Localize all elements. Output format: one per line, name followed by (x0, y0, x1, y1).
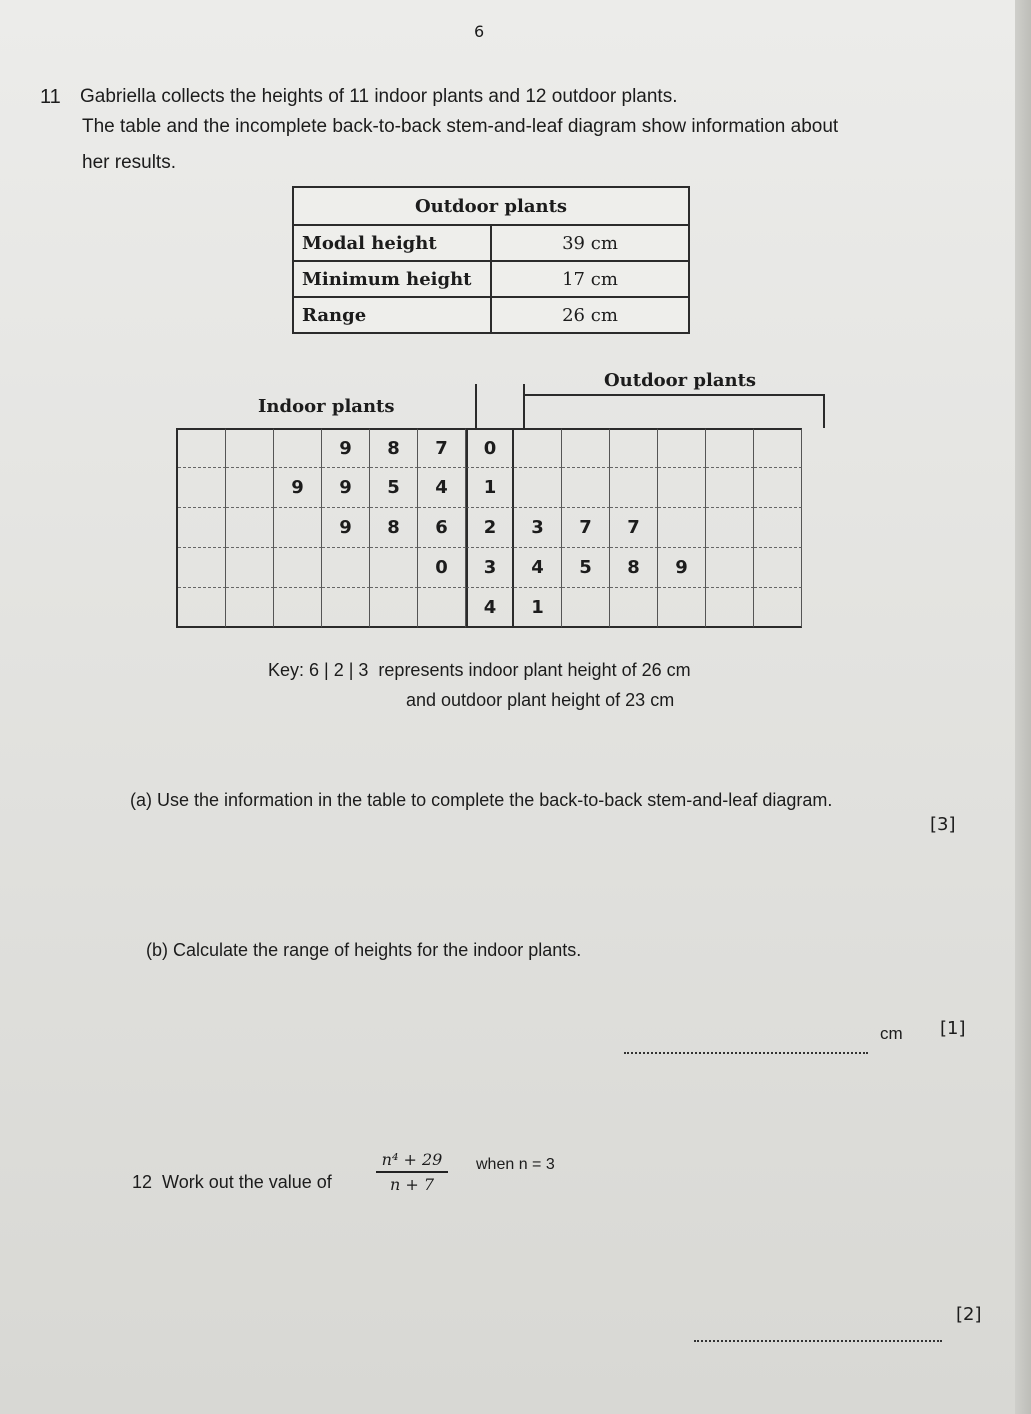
outdoor-leaf-cell[interactable] (706, 428, 754, 468)
stem-cell: 4 (466, 588, 514, 628)
outdoor-leaf-cell[interactable] (706, 588, 754, 628)
outdoor-leaf-cell[interactable]: 3 (514, 508, 562, 548)
stem-cell: 2 (466, 508, 514, 548)
info-label-modal: Modal height (293, 225, 491, 261)
outdoor-leaf-cell[interactable]: 9 (658, 548, 706, 588)
indoor-leaf-cell[interactable]: 5 (370, 468, 418, 508)
part-a-text: Use the information in the table to complete the back-to-back stem-and-leaf diagram. (157, 790, 833, 810)
indoor-leaf-cell[interactable] (274, 508, 322, 548)
stem-cell: 0 (466, 428, 514, 468)
key-description: represents indoor plant height of 26 cm (378, 660, 691, 680)
outdoor-leaf-cell[interactable] (706, 468, 754, 508)
key-label: Key: 6 | 2 | 3 (268, 660, 369, 680)
stem-cell: 3 (466, 548, 514, 588)
stem-leaf-row (178, 548, 802, 588)
part-b-text: Calculate the range of heights for the indoor plants. (173, 940, 582, 960)
stem-leaf-row (178, 588, 802, 628)
part-b (146, 940, 581, 961)
outdoor-leaf-cell[interactable] (658, 508, 706, 548)
indoor-leaf-cell[interactable] (370, 548, 418, 588)
part-a (130, 790, 832, 811)
indoor-leaf-cell[interactable]: 0 (418, 548, 466, 588)
page-number: 6 (474, 22, 485, 41)
key-line-1 (268, 660, 691, 681)
question-11-number: 11 (40, 86, 61, 108)
stem-and-leaf-diagram (176, 428, 802, 628)
indoor-leaf-cell[interactable]: 9 (322, 468, 370, 508)
outdoor-leaf-cell[interactable] (754, 508, 802, 548)
q12-answer-line[interactable] (694, 1340, 942, 1342)
indoor-leaf-cell[interactable] (274, 588, 322, 628)
stem-leaf-row (178, 508, 802, 548)
outdoor-leaf-cell[interactable]: 7 (610, 508, 658, 548)
key-line-2: and outdoor plant height of 23 cm (406, 690, 675, 710)
page-edge (1015, 0, 1031, 1414)
outdoor-leaf-cell[interactable] (754, 548, 802, 588)
info-table-title: Outdoor plants (293, 187, 689, 225)
outdoor-leaf-cell[interactable] (658, 588, 706, 628)
indoor-leaf-cell[interactable] (226, 548, 274, 588)
part-b-marks: [1] (940, 1018, 966, 1039)
outdoor-leaf-cell[interactable]: 7 (562, 508, 610, 548)
outdoor-leaf-cell[interactable] (562, 428, 610, 468)
outdoor-leaf-cell[interactable] (562, 588, 610, 628)
q12-condition: when n = 3 (476, 1156, 555, 1173)
outdoor-leaf-cell[interactable] (658, 468, 706, 508)
indoor-leaf-cell[interactable] (178, 508, 226, 548)
question-12 (132, 1172, 332, 1193)
outdoor-leaf-cell[interactable]: 1 (514, 588, 562, 628)
outdoor-leaf-cell[interactable] (658, 428, 706, 468)
part-b-label: (b) (146, 940, 168, 960)
question-12-number: 12 (132, 1172, 153, 1192)
outdoor-leaf-cell[interactable] (562, 468, 610, 508)
part-b-answer-line[interactable] (624, 1052, 868, 1054)
info-label-range: Range (293, 297, 491, 333)
indoor-leaf-cell[interactable] (226, 508, 274, 548)
outdoor-leaf-cell[interactable] (706, 548, 754, 588)
indoor-leaf-cell[interactable] (178, 428, 226, 468)
q11-intro-line-1: Gabriella collects the heights of 11 indoor plants and 12 outdoor plants. (80, 86, 678, 107)
fraction-numerator: n⁴ + 29 (376, 1150, 448, 1173)
indoor-leaf-cell[interactable]: 8 (370, 428, 418, 468)
part-a-marks: [3] (930, 814, 956, 835)
part-a-label: (a) (130, 790, 152, 810)
outdoor-leaf-cell[interactable] (754, 468, 802, 508)
outdoor-plants-title: Outdoor plants (604, 370, 757, 391)
indoor-leaf-cell[interactable] (370, 588, 418, 628)
stem-leaf-row (178, 428, 802, 468)
indoor-leaf-cell[interactable] (178, 468, 226, 508)
indoor-leaf-cell[interactable]: 4 (418, 468, 466, 508)
info-label-minimum: Minimum height (293, 261, 491, 297)
indoor-leaf-cell[interactable]: 6 (418, 508, 466, 548)
info-value-minimum: 17 cm (491, 261, 689, 297)
indoor-leaf-cell[interactable]: 8 (370, 508, 418, 548)
indoor-leaf-cell[interactable] (274, 428, 322, 468)
indoor-leaf-cell[interactable]: 9 (274, 468, 322, 508)
stem-cell: 1 (466, 468, 514, 508)
info-value-range: 26 cm (491, 297, 689, 333)
outdoor-leaf-cell[interactable] (754, 428, 802, 468)
indoor-leaf-cell[interactable] (274, 548, 322, 588)
indoor-leaf-cell[interactable] (178, 548, 226, 588)
indoor-leaf-cell[interactable] (226, 588, 274, 628)
part-b-unit: cm (880, 1024, 903, 1043)
outdoor-header-box (525, 394, 825, 428)
q11-intro-line-3: her results. (82, 152, 176, 173)
indoor-leaf-cell[interactable] (226, 468, 274, 508)
stem-column-header (475, 384, 525, 428)
outdoor-leaf-cell[interactable] (514, 468, 562, 508)
indoor-leaf-cell[interactable] (226, 428, 274, 468)
question-12-text: Work out the value of (162, 1172, 332, 1192)
indoor-leaf-cell[interactable] (418, 588, 466, 628)
outdoor-leaf-cell[interactable] (754, 588, 802, 628)
indoor-leaf-cell[interactable] (178, 588, 226, 628)
outdoor-leaf-cell[interactable] (706, 508, 754, 548)
indoor-leaf-cell[interactable] (322, 588, 370, 628)
indoor-leaf-cell[interactable]: 7 (418, 428, 466, 468)
indoor-leaf-cell[interactable] (322, 548, 370, 588)
fraction-denominator: n + 7 (389, 1175, 435, 1194)
outdoor-leaf-cell[interactable] (610, 468, 658, 508)
outdoor-leaf-cell[interactable]: 5 (562, 548, 610, 588)
outdoor-leaf-cell[interactable] (610, 588, 658, 628)
outdoor-leaf-cell[interactable]: 4 (514, 548, 562, 588)
q12-marks: [2] (956, 1304, 982, 1325)
stem-leaf-row (178, 468, 802, 508)
outdoor-leaf-cell[interactable] (610, 428, 658, 468)
info-value-modal: 39 cm (491, 225, 689, 261)
q11-intro-line-2: The table and the incomplete back-to-back stem-and-leaf diagram show information about (82, 116, 839, 137)
indoor-leaf-cell[interactable]: 9 (322, 428, 370, 468)
indoor-plants-title: Indoor plants (258, 396, 395, 417)
indoor-leaf-cell[interactable]: 9 (322, 508, 370, 548)
outdoor-info-table (292, 186, 690, 334)
q12-fraction (376, 1150, 448, 1194)
outdoor-leaf-cell[interactable] (514, 428, 562, 468)
outdoor-leaf-cell[interactable]: 8 (610, 548, 658, 588)
